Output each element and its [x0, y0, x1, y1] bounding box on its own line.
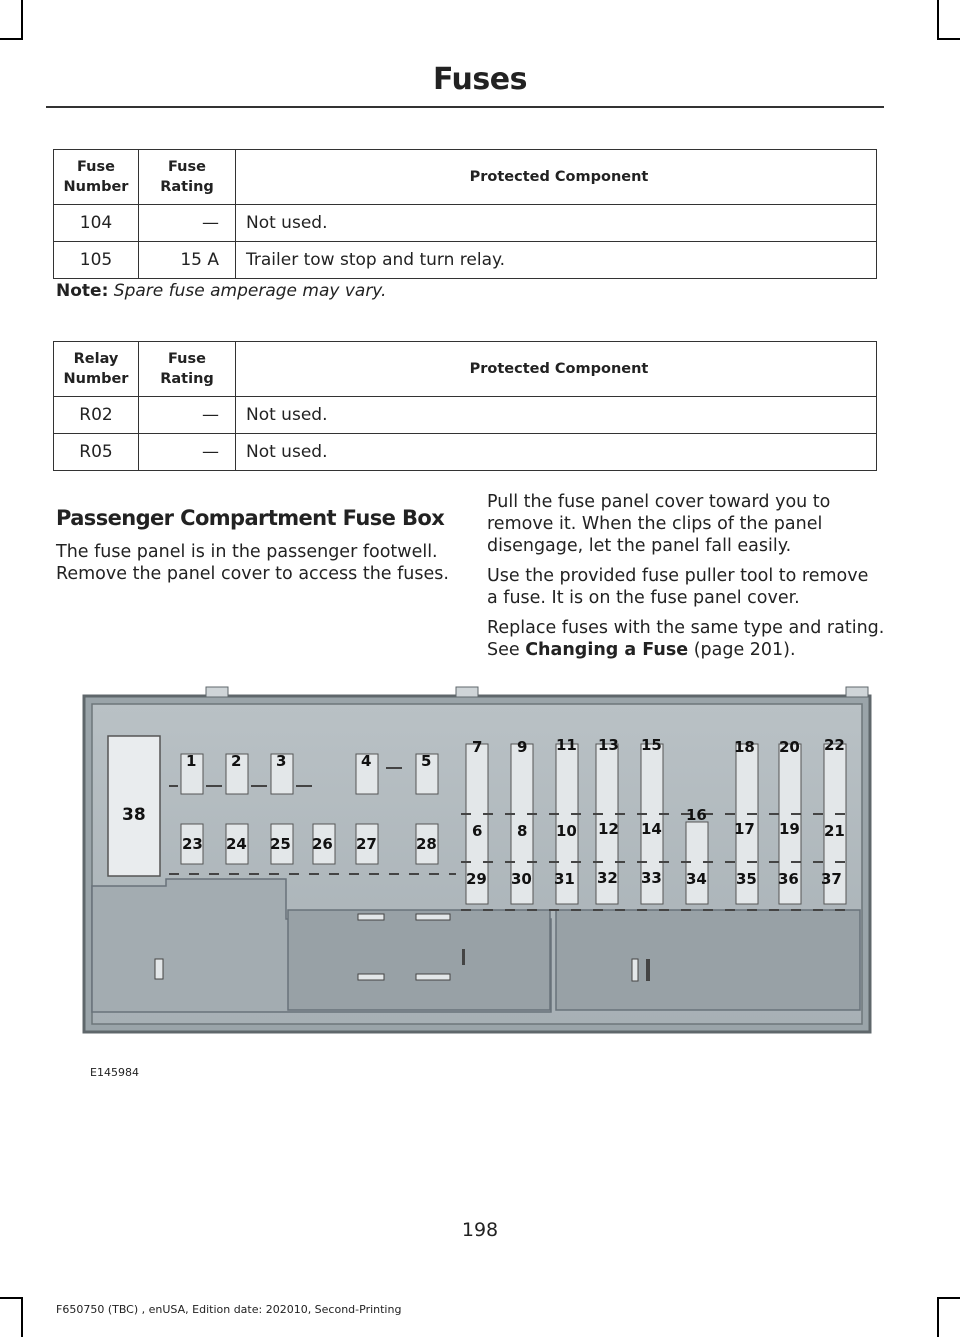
fuse-label-6: 6	[472, 822, 483, 840]
fuse-label-7: 7	[472, 738, 483, 756]
fuse-label-1: 1	[186, 752, 197, 770]
replace-text: Replace fuses with the same type and rating. See	[487, 618, 885, 660]
fuse-label-38: 38	[122, 805, 146, 825]
crop-mark	[937, 1297, 939, 1337]
fuse-label-28: 28	[416, 835, 437, 853]
column-header: Fuse Rating	[139, 150, 236, 205]
fuse-label-9: 9	[517, 738, 528, 756]
note	[56, 281, 386, 301]
fuse-rating: 15 A	[139, 242, 236, 279]
fuse-label-35: 35	[736, 870, 757, 888]
fuse-label-27: 27	[356, 835, 377, 853]
fuse-label-19: 19	[779, 820, 800, 838]
fuse-label-29: 29	[466, 870, 487, 888]
protected-component: Not used.	[236, 205, 877, 242]
fuse-label-2: 2	[231, 752, 242, 770]
table-header-row	[54, 342, 877, 397]
fuse-label-12: 12	[598, 820, 619, 838]
table-header-row	[54, 150, 877, 205]
fuse-label-32: 32	[597, 869, 618, 887]
fuse-label-26: 26	[312, 835, 333, 853]
fuse-number: 104	[54, 205, 139, 242]
fuse-label-4: 4	[361, 752, 372, 770]
table-row	[54, 434, 877, 471]
page-number: 198	[461, 1219, 499, 1241]
fuse-label-10: 10	[556, 822, 577, 840]
crop-mark	[21, 1297, 23, 1337]
relay-table	[53, 341, 877, 471]
fuse-label-14: 14	[641, 820, 662, 838]
fuse-label-30: 30	[511, 870, 532, 888]
fuse-label-21: 21	[824, 822, 845, 840]
protected-component: Not used.	[236, 434, 877, 471]
fuse-label-11: 11	[556, 736, 577, 754]
fuse-rating: —	[139, 397, 236, 434]
fuse-label-37: 37	[821, 870, 842, 888]
column-header: Fuse Number	[54, 150, 139, 205]
crop-mark	[937, 0, 939, 40]
crop-mark	[0, 1297, 22, 1299]
title-rule	[46, 106, 884, 108]
fuse-label-33: 33	[641, 869, 662, 887]
fuse-label-16: 16	[686, 806, 707, 824]
relay-number: R02	[54, 397, 139, 434]
fuse-label-31: 31	[554, 870, 575, 888]
relay-number: R05	[54, 434, 139, 471]
table-row	[54, 397, 877, 434]
fuse-label-15: 15	[641, 736, 662, 754]
table-row	[54, 205, 877, 242]
page-title: Fuses	[433, 62, 527, 97]
left-paragraph: The fuse panel is in the passenger footwell. Remove the panel cover to access the fuses.	[56, 542, 449, 584]
image-code: E145984	[90, 1066, 139, 1079]
fuse-label-34: 34	[686, 870, 707, 888]
fuse-label-3: 3	[276, 752, 287, 770]
fuse-label-18: 18	[734, 738, 755, 756]
column-header: Relay Number	[54, 342, 139, 397]
fuse-label-17: 17	[734, 820, 755, 838]
table-row	[54, 242, 877, 279]
fuse-rating: —	[139, 205, 236, 242]
changing-a-fuse-link[interactable]: Changing a Fuse	[525, 640, 689, 660]
fuse-label-22: 22	[824, 736, 845, 754]
fuse-number: 105	[54, 242, 139, 279]
right-paragraph: Use the provided fuse puller tool to remove a fuse. It is on the fuse panel cover.	[487, 566, 869, 608]
fuse-label-13: 13	[598, 736, 619, 754]
footer-text: F650750 (TBC) , enUSA, Edition date: 202010, Second-Printing	[56, 1303, 402, 1316]
protected-component: Not used.	[236, 397, 877, 434]
fuse-box-diagram	[56, 674, 880, 1084]
column-header: Protected Component	[236, 342, 877, 397]
fuse-label-36: 36	[778, 870, 799, 888]
fuse-box-illustration	[56, 674, 880, 1084]
crop-mark	[938, 38, 960, 40]
right-paragraph	[487, 617, 887, 661]
fuse-label-25: 25	[270, 835, 291, 853]
protected-component: Trailer tow stop and turn relay.	[236, 242, 877, 279]
note-label: Note:	[56, 281, 109, 301]
fuse-table	[53, 149, 877, 279]
note-text: Spare fuse amperage may vary.	[113, 281, 387, 301]
replace-page-ref: (page 201).	[688, 640, 796, 660]
fuse-label-24: 24	[226, 835, 247, 853]
fuse-label-5: 5	[421, 752, 432, 770]
column-header: Fuse Rating	[139, 342, 236, 397]
fuse-label-23: 23	[182, 835, 203, 853]
fuse-label-20: 20	[779, 738, 800, 756]
crop-mark	[21, 0, 23, 40]
crop-mark	[0, 38, 22, 40]
right-paragraph: Pull the fuse panel cover toward you to remove it. When the clips of the panel disengage, let the panel fall easily.	[487, 492, 831, 556]
fuse-rating: —	[139, 434, 236, 471]
fuse-label-8: 8	[517, 822, 528, 840]
crop-mark	[938, 1297, 960, 1299]
column-header: Protected Component	[236, 150, 877, 205]
section-heading: Passenger Compartment Fuse Box	[56, 506, 445, 530]
